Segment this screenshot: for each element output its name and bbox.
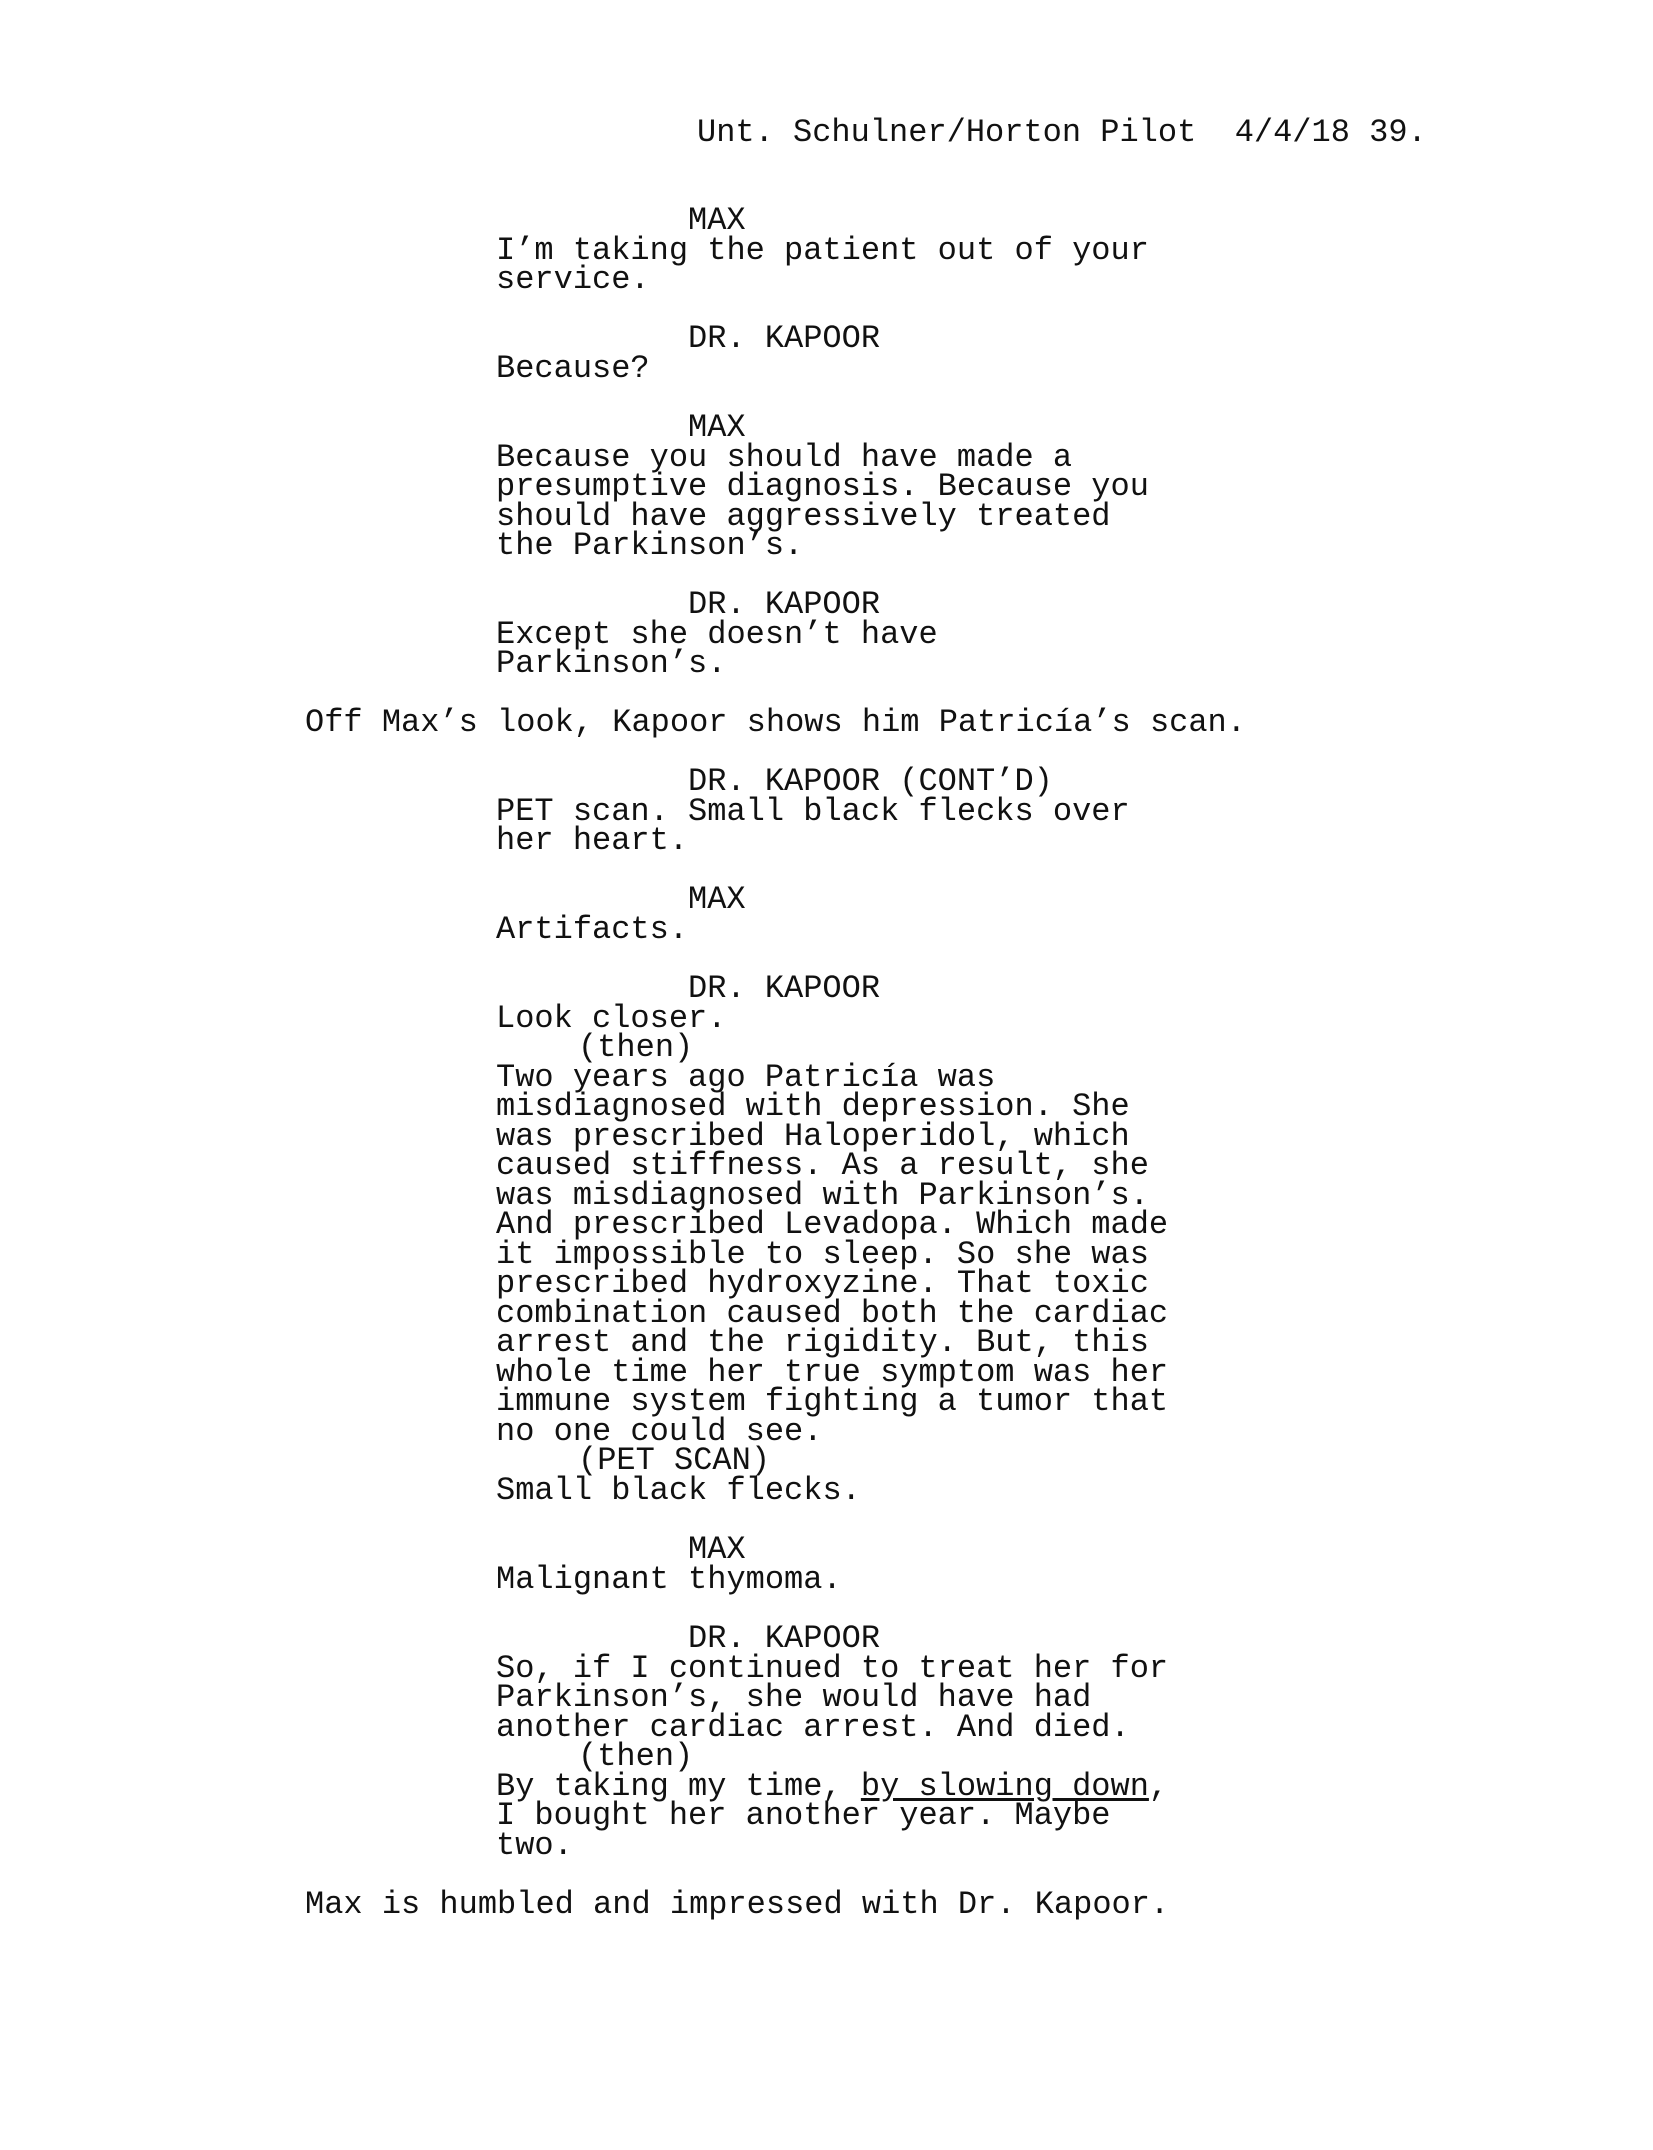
dialogue-line: Because? [496,350,650,387]
dialogue-line: whole time her true symptom was her [496,1354,1169,1391]
parenthetical: (PET SCAN) [578,1442,771,1479]
dialogue-line: Look closer. [496,1000,727,1037]
dialogue-line: no one could see. [496,1413,823,1450]
dialogue-line: her heart. [496,822,689,859]
dialogue-line: combination caused both the cardiac [496,1295,1169,1332]
character-name: DR. KAPOOR [688,320,881,357]
dialogue-line: the Parkinson’s. [496,527,804,564]
dialogue-line: was misdiagnosed with Parkinson’s. [496,1177,1149,1214]
dialogue-line: Because you should have made a [496,439,1073,476]
character-name: DR. KAPOOR [688,586,881,623]
dialogue-line: Except she doesn’t have [496,616,938,653]
dialogue-line: So, if I continued to treat her for [496,1650,1169,1687]
underlined-phrase: by slowing down [860,1768,1149,1805]
dialogue-line: prescribed hydroxyzine. That toxic [496,1265,1149,1302]
parenthetical: (then) [578,1738,694,1775]
character-name: MAX [688,202,746,239]
dialogue-line: And prescribed Levadopa. Which made [496,1206,1169,1243]
action-line: Off Max’s look, Kapoor shows him Patricía’s scan. [305,704,1246,741]
dialogue-fragment: , [1148,1768,1169,1805]
dialogue-line: caused stiffness. As a result, she [496,1147,1149,1184]
dialogue-line: Parkinson’s, she would have had [496,1679,1092,1716]
character-name: DR. KAPOOR [688,1620,881,1657]
dialogue-line: two. [496,1827,573,1864]
dialogue-line: service. [496,261,650,298]
action-line: Max is humbled and impressed with Dr. Kapoor. [305,1886,1170,1923]
parenthetical: (then) [578,1029,694,1066]
dialogue-line: PET scan. Small black flecks over [496,793,1130,830]
dialogue-line: Malignant thymoma. [496,1561,842,1598]
dialogue-line: arrest and the rigidity. But, this [496,1324,1149,1361]
dialogue-line: another cardiac arrest. And died. [496,1709,1130,1746]
dialogue-line: I bought her another year. Maybe [496,1797,1111,1834]
dialogue-line: Two years ago Patricía was [496,1059,996,1096]
dialogue-line: I’m taking the patient out of your [496,232,1149,269]
dialogue-line: it impossible to sleep. So she was [496,1236,1149,1273]
dialogue-line: Small black flecks. [496,1472,861,1509]
character-name: DR. KAPOOR (CONT’D) [688,763,1053,800]
character-name: MAX [688,881,746,918]
dialogue-line: presumptive diagnosis. Because you [496,468,1149,505]
dialogue-line: misdiagnosed with depression. She [496,1088,1130,1125]
dialogue-line: should have aggressively treated [496,498,1111,535]
dialogue-line: Parkinson’s. [496,645,727,682]
page-header: Unt. Schulner/Horton Pilot 4/4/18 39. [697,114,1427,151]
dialogue-line: immune system fighting a tumor that [496,1383,1169,1420]
dialogue-line: was prescribed Haloperidol, which [496,1118,1130,1155]
character-name: DR. KAPOOR [688,970,881,1007]
dialogue-fragment: By taking my time, [496,1768,861,1805]
dialogue-line: Artifacts. [496,911,689,948]
character-name: MAX [688,409,746,446]
character-name: MAX [688,1531,746,1568]
